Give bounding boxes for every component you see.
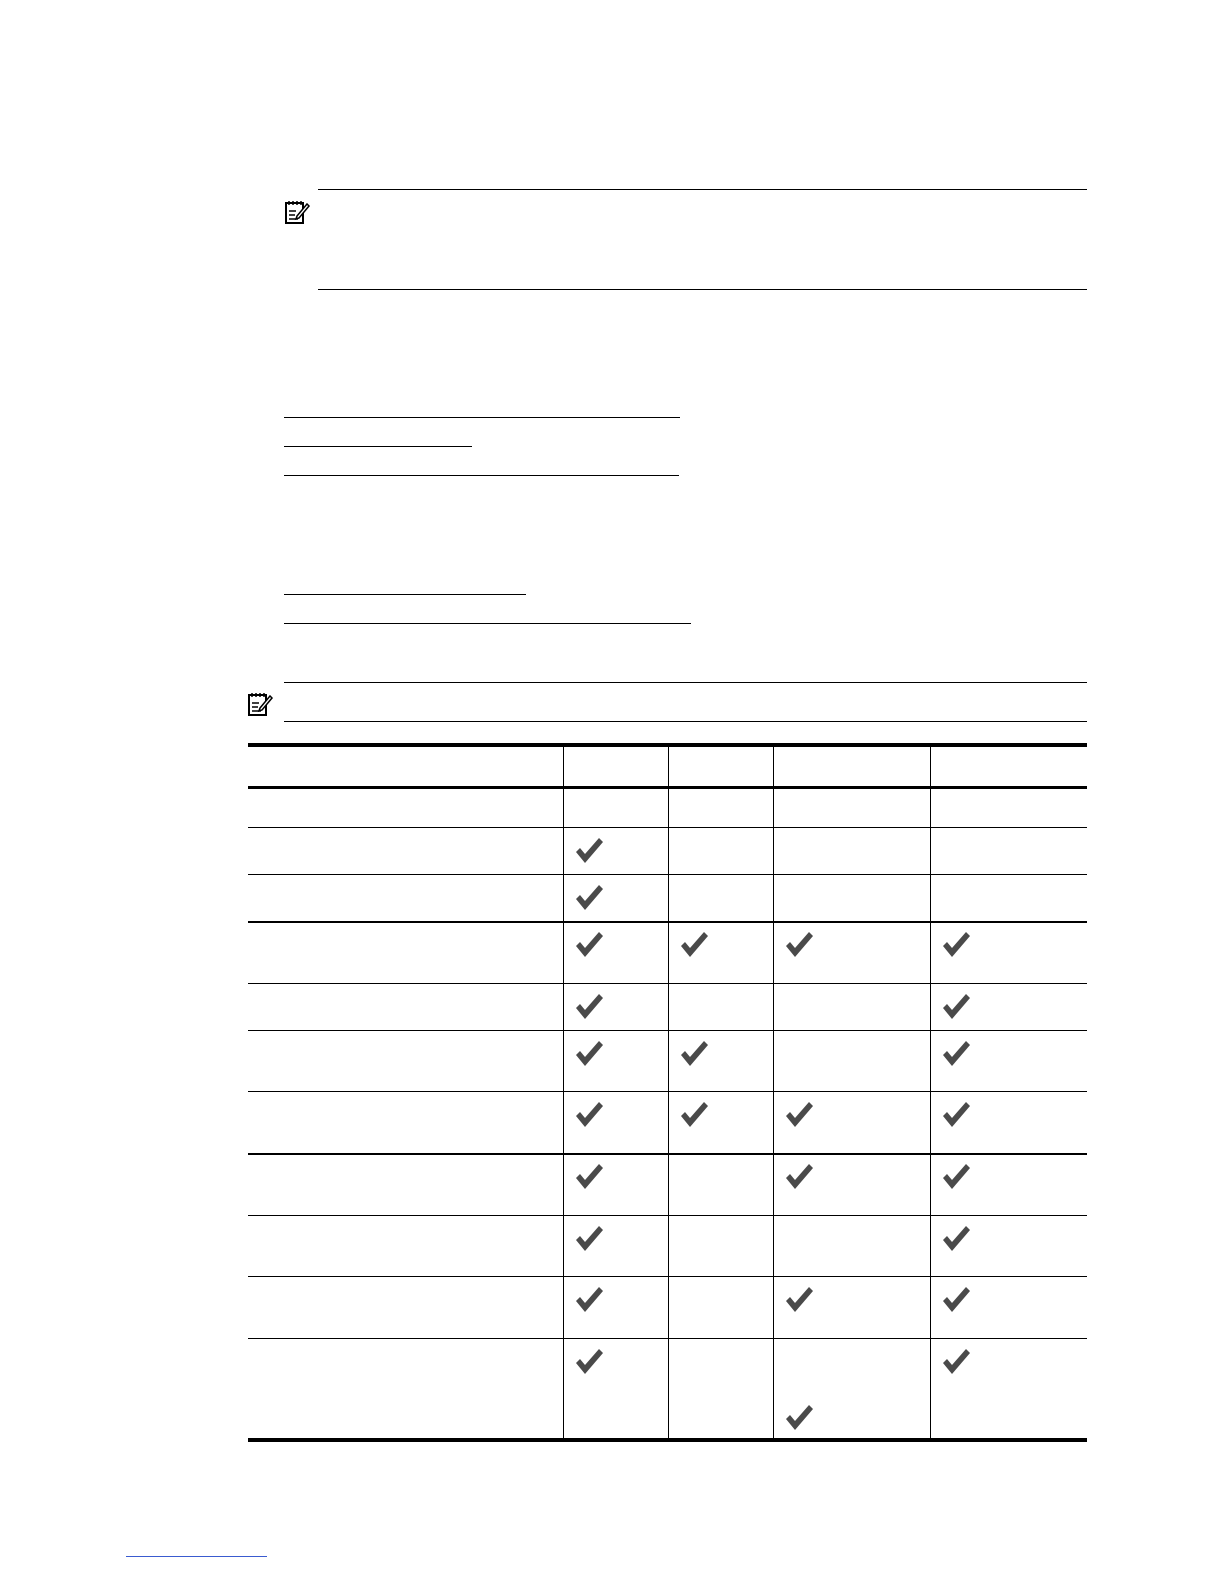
- checkmark-icon: [573, 1284, 605, 1316]
- checkmark-icon: [678, 929, 710, 961]
- link-underline-5[interactable]: [284, 623, 691, 624]
- link-underline-3[interactable]: [284, 475, 679, 476]
- checkmark-icon: [573, 1161, 605, 1193]
- checkmark-icon: [678, 1099, 710, 1131]
- checkmark-icon: [783, 1284, 815, 1316]
- checkmark-icon: [573, 1223, 605, 1255]
- checkmark-icon: [573, 835, 605, 867]
- note-rule-top: [318, 189, 1087, 190]
- checkmark-icon: [573, 929, 605, 961]
- checkmark-icon: [573, 1099, 605, 1131]
- checkmark-icon: [940, 1038, 972, 1070]
- checkmark-icon: [940, 1346, 972, 1378]
- checkmark-icon: [940, 1099, 972, 1131]
- footer-link-underline[interactable]: [126, 1556, 267, 1557]
- checkmark-icon: [940, 991, 972, 1023]
- table-column-divider: [930, 745, 931, 1440]
- checkmark-icon: [940, 1161, 972, 1193]
- link-underline-4[interactable]: [284, 594, 526, 595]
- note2-rule-bottom: [284, 721, 1087, 722]
- checkmark-icon: [573, 991, 605, 1023]
- table-column-divider: [668, 745, 669, 1440]
- note2-rule-top: [284, 682, 1087, 683]
- checkmark-icon: [783, 1402, 815, 1434]
- link-underline-2[interactable]: [284, 446, 472, 447]
- checkmark-icon: [573, 1038, 605, 1070]
- checkmark-icon: [783, 929, 815, 961]
- note-pencil-icon: [283, 198, 311, 226]
- checkmark-icon: [783, 1099, 815, 1131]
- checkmark-icon: [940, 1284, 972, 1316]
- table-column-divider: [563, 745, 564, 1440]
- note-rule-bottom: [318, 289, 1087, 290]
- checkmark-icon: [940, 1223, 972, 1255]
- table-column-divider: [773, 745, 774, 1440]
- checkmark-icon: [573, 1346, 605, 1378]
- checkmark-icon: [573, 882, 605, 914]
- link-underline-1[interactable]: [284, 417, 680, 418]
- checkmark-icon: [940, 929, 972, 961]
- support-matrix-table: [248, 743, 1087, 1440]
- checkmark-icon: [678, 1038, 710, 1070]
- checkmark-icon: [783, 1161, 815, 1193]
- note-pencil-icon: [246, 690, 274, 718]
